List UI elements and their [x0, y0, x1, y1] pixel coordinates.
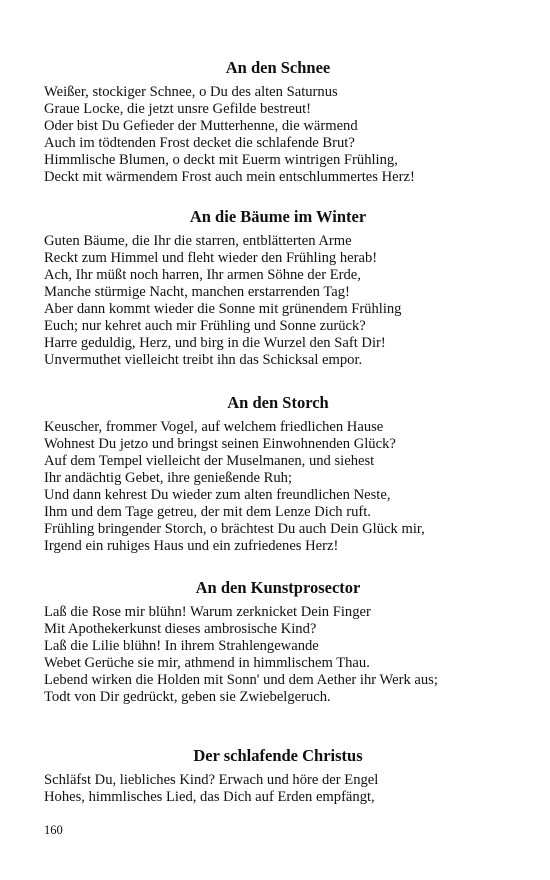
- poem-line: Wohnest Du jetzo und bringst seinen Einwohnenden Glück?: [44, 436, 396, 452]
- poem-line: Euch; nur kehret auch mir Frühling und Sonne zurück?: [44, 318, 366, 334]
- poem-an-den-schnee: [44, 58, 512, 186]
- poem-line: Guten Bäume, die Ihr die starren, entblätterten Arme: [44, 233, 352, 249]
- poem-line: Webet Gerüche sie mir, athmend in himmlischem Thau.: [44, 655, 370, 671]
- poem-line: Ach, Ihr müßt noch harren, Ihr armen Söhne der Erde,: [44, 267, 361, 283]
- poem-line: Todt von Dir gedrückt, geben sie Zwiebelgeruch.: [44, 689, 331, 705]
- poem-line: Oder bist Du Gefieder der Mutterhenne, die wärmend: [44, 118, 358, 134]
- poem-line: Harre geduldig, Herz, und birg in die Wurzel den Saft Dir!: [44, 335, 386, 351]
- poem-der-schlafende-christus: [44, 746, 512, 806]
- poem-line: Ihr andächtig Gebet, ihre genießende Ruh;: [44, 470, 293, 486]
- poem-line: Laß die Rose mir blühn! Warum zerknicket Dein Finger: [44, 604, 371, 620]
- poem-line: Lebend wirken die Holden mit Sonn' und dem Aether ihr Werk aus;: [44, 672, 438, 688]
- poem-line: Deckt mit wärmendem Frost auch mein entschlummertes Herz!: [44, 169, 415, 185]
- poem-line: Graue Locke, die jetzt unsre Gefilde bestreut!: [44, 101, 312, 117]
- poem-title: An den Kunstprosector: [195, 578, 361, 597]
- poem-line: Schläfst Du, liebliches Kind? Erwach und höre der Engel: [44, 772, 379, 788]
- poem-line: Frühling bringender Storch, o brächtest Du auch Dein Glück mir,: [44, 521, 425, 537]
- poem-title: Der schlafende Christus: [193, 746, 363, 765]
- poem-line: Manche stürmige Nacht, manchen erstarrenden Tag!: [44, 284, 350, 300]
- poem-line: Keuscher, frommer Vogel, auf welchem friedlichen Hause: [44, 419, 384, 435]
- poem-line: Aber dann kommt wieder die Sonne mit grünendem Frühling: [44, 301, 402, 317]
- page-number: 160: [44, 823, 63, 837]
- poem-line: Himmlische Blumen, o deckt mit Euerm wintrigen Frühling,: [44, 152, 398, 168]
- poem-line: Reckt zum Himmel und fleht wieder den Frühling herab!: [44, 250, 378, 266]
- poem-an-den-storch: [44, 393, 512, 555]
- poem-an-den-kunstprosector: [44, 578, 512, 706]
- poem-line: Weißer, stockiger Schnee, o Du des alten Saturnus: [44, 84, 338, 100]
- poem-line: Hohes, himmlisches Lied, das Dich auf Erden empfängt,: [44, 789, 375, 805]
- poem-line: Irgend ein ruhiges Haus und ein zufriedenes Herz!: [44, 538, 339, 554]
- poem-line: Auch im tödtenden Frost decket die schlafende Brut?: [44, 135, 355, 151]
- poem-line: Mit Apothekerkunst dieses ambrosische Kind?: [44, 621, 317, 637]
- poem-line: Auf dem Tempel vielleicht der Muselmanen, und siehest: [44, 453, 375, 469]
- poem-title: An den Schnee: [225, 58, 331, 77]
- poem-line: Laß die Lilie blühn! In ihrem Strahlengewande: [44, 638, 319, 654]
- poem-line: Und dann kehrest Du wieder zum alten freundlichen Neste,: [44, 487, 391, 503]
- poem-title: An die Bäume im Winter: [189, 207, 367, 226]
- poem-an-die-baeume-im-winter: [44, 207, 512, 369]
- poem-line: Unvermuthet vielleicht treibt ihn das Schicksal empor.: [44, 352, 363, 368]
- poem-title: An den Storch: [227, 393, 329, 412]
- poem-line: Ihm und dem Tage getreu, der mit dem Lenze Dich ruft.: [44, 504, 371, 520]
